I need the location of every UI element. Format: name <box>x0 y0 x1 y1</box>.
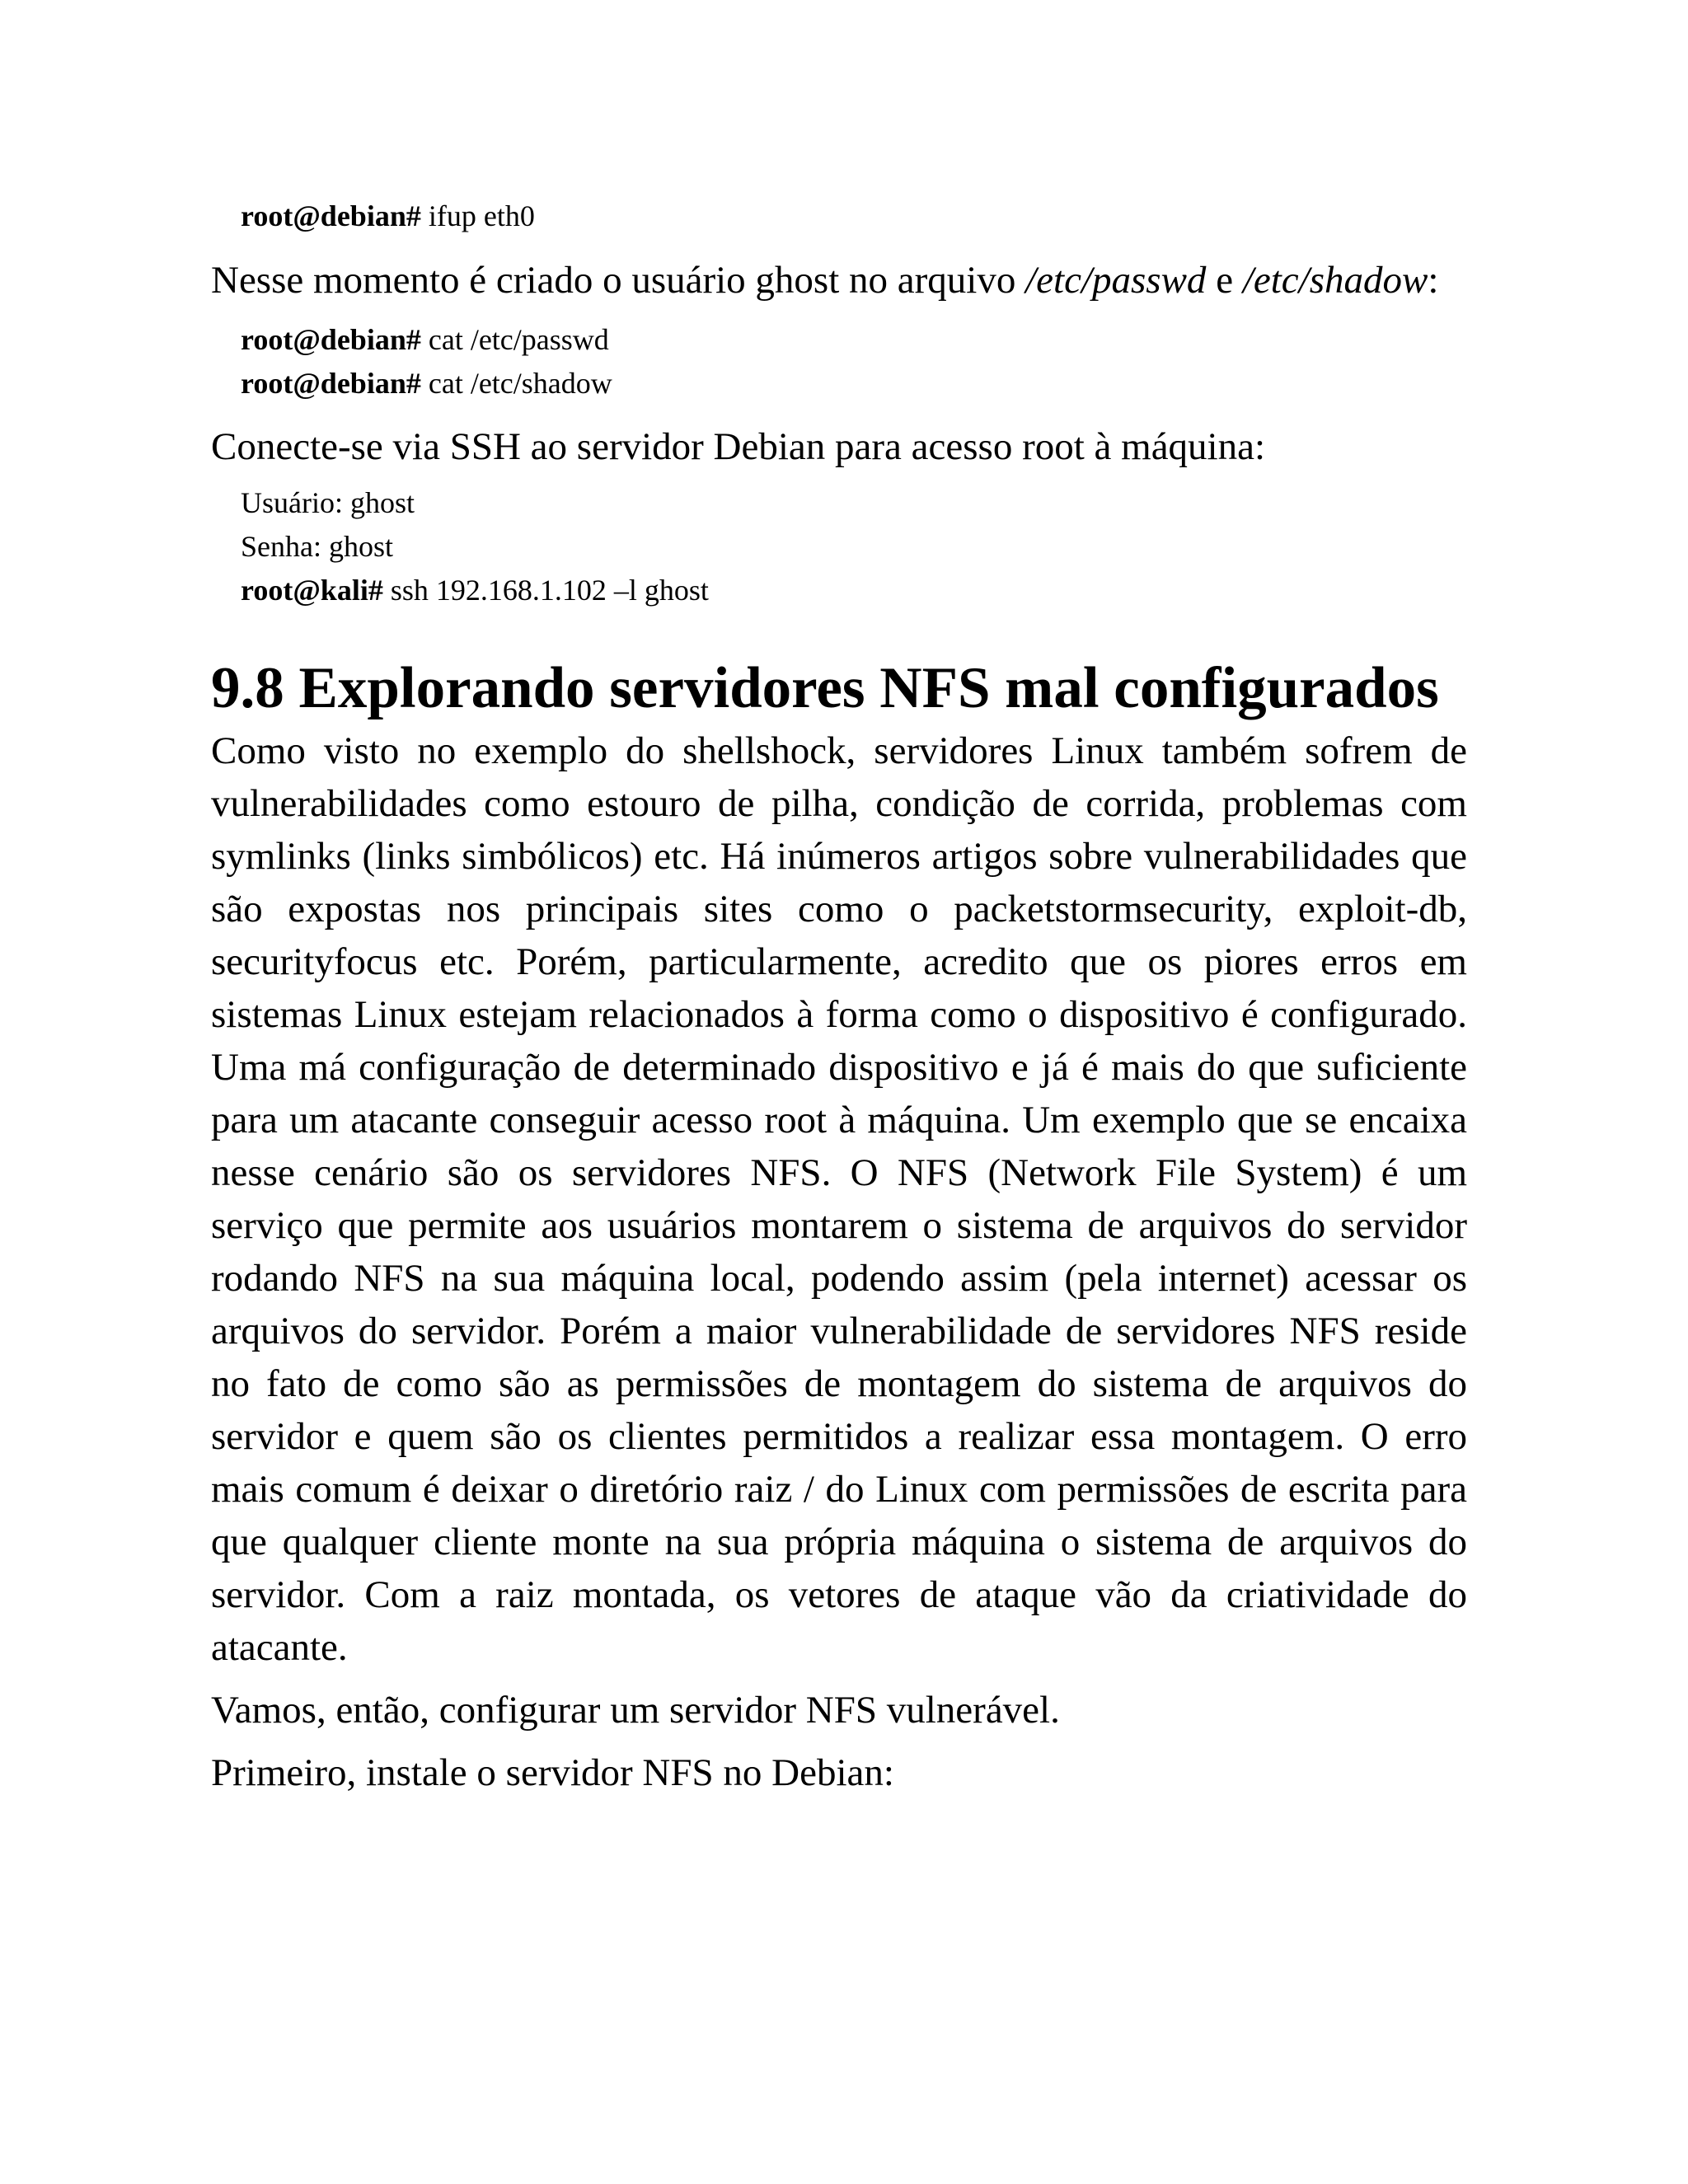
section-body-paragraph: Como visto no exemplo do shellshock, servidores Linux também sofrem de vulnerabilidades como estouro de pilha, condição de corrida, problemas com symlinks (links simbólicos) etc. Há inúmeros artigos sobre vulnerabilidades que são expostas nos principais sites como o packetstormsecurity, exploit-db, securityfocus etc. Porém, particularmente, acredito que os piores erros em sistemas Linux estejam relacionados à forma como o dispositivo é configurado. Uma má configuração de determinado dispositivo e já é mais do que suficiente para um atacante conseguir acesso root à máquina. Um exemplo que se encaixa nesse cenário são os servidores NFS. O NFS (Network File System) é um serviço que permite aos usuários montarem o sistema de arquivos do servidor rodando NFS na sua máquina local, podendo assim (pela internet) acessar os arquivos do servidor. Porém a maior vulnerabilidade de servidores NFS reside no fato de como são as permissões de montagem do sistema de arquivos do servidor e quem são os clientes permitidos a realizar essa montagem. O erro mais comum é deixar o diretório raiz / do Linux com permissões de escrita para que qualquer cliente monte na sua própria máquina o sistema de arquivos do servidor. Com a raiz montada, os vetores de ataque vão da criatividade do atacante. <box>211 729 1467 1669</box>
command-line <box>241 194 1467 238</box>
command-line <box>241 318 1467 362</box>
shell-prompt: root@debian# <box>241 367 421 400</box>
paragraph-ssh: Conecte-se via SSH ao servidor Debian para acesso root à máquina: <box>211 425 1266 468</box>
file-path-passwd: /etc/passwd <box>1025 259 1207 302</box>
document-page <box>211 194 1467 1799</box>
shell-prompt: root@debian# <box>241 323 421 356</box>
username-line: Usuário: ghost <box>241 486 415 519</box>
paragraph-configure-nfs: Vamos, então, configurar um servidor NFS vulnerável. <box>211 1689 1060 1732</box>
command-line <box>241 569 1467 612</box>
command-block-ssh <box>241 481 1467 612</box>
shell-prompt: root@kali# <box>241 574 383 607</box>
paragraph-passwd-shadow <box>211 254 1467 307</box>
file-path-shadow: /etc/shadow <box>1242 259 1428 302</box>
command-text: cat /etc/passwd <box>420 323 609 356</box>
command-text: ifup eth0 <box>420 199 535 232</box>
password-line: Senha: ghost <box>241 530 393 563</box>
command-block-cat <box>241 318 1467 405</box>
command-text: ssh 192.168.1.102 –l ghost <box>382 574 709 607</box>
shell-prompt: root@debian# <box>241 199 421 232</box>
paragraph-install-nfs: Primeiro, instale o servidor NFS no Debian: <box>211 1751 894 1794</box>
paragraph-text: e <box>1206 259 1243 302</box>
section-heading: 9.8 Explorando servidores NFS mal configurados <box>211 656 1439 720</box>
paragraph-text: : <box>1428 259 1439 302</box>
command-block-ifup <box>241 194 1467 238</box>
command-line <box>241 362 1467 405</box>
command-text: cat /etc/shadow <box>420 367 612 400</box>
paragraph-text: Nesse momento é criado o usuário ghost no arquivo <box>211 259 1026 302</box>
